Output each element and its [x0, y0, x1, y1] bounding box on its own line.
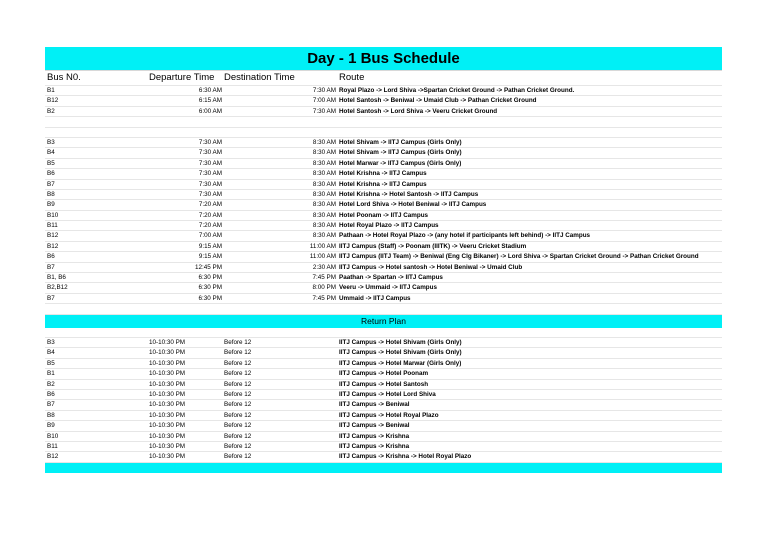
- table-row: [45, 348, 722, 358]
- bus-cell: B9: [47, 422, 55, 430]
- departure-cell: 10-10:30 PM: [149, 390, 186, 398]
- departure-cell: 7:30 AM: [198, 159, 222, 167]
- destination-cell: 8:30 AM: [312, 149, 336, 157]
- table-row: [45, 148, 722, 158]
- route-cell: IITJ Campus -> Hotel Lord Shiva: [339, 390, 436, 398]
- bus-cell: B5: [47, 359, 55, 367]
- bus-cell: B7: [47, 263, 55, 271]
- departure-cell: 6:00 AM: [198, 107, 222, 115]
- bus-cell: B6: [47, 253, 55, 261]
- bus-cell: B12: [47, 242, 59, 250]
- route-cell: IITJ Campus -> Hotel Marwar (Girls Only): [339, 359, 462, 367]
- route-cell: IITJ Campus -> Beniwal: [339, 422, 410, 430]
- table-row: [45, 338, 722, 348]
- destination-cell: 8:00 PM: [312, 284, 336, 292]
- table-row: [45, 432, 722, 442]
- departure-cell: 7:20 AM: [198, 222, 222, 230]
- table-row: [45, 180, 722, 190]
- table-row: [45, 190, 722, 200]
- table-row: [45, 169, 722, 179]
- route-cell: IITJ Campus -> Krishna: [339, 432, 410, 440]
- bus-cell: B10: [47, 432, 59, 440]
- table-row: [45, 411, 722, 421]
- bus-cell: B4: [47, 149, 55, 157]
- route-cell: IITJ Campus -> Hotel Shivam (Girls Only): [339, 349, 462, 357]
- departure-cell: 6:15 AM: [198, 97, 222, 105]
- destination-cell: 8:30 AM: [312, 222, 336, 230]
- header-bus: Bus N0.: [47, 72, 81, 83]
- table-row: [45, 231, 722, 241]
- destination-cell: Before 12: [224, 401, 252, 409]
- bus-cell: B12: [47, 97, 59, 105]
- table-row: [45, 442, 722, 452]
- route-cell: IITJ Campus -> Beniwal: [339, 401, 410, 409]
- route-cell: IITJ Campus -> Krishna: [339, 442, 410, 450]
- bus-cell: B12: [47, 232, 59, 240]
- departure-cell: 7:30 AM: [198, 180, 222, 188]
- table-row: [45, 242, 722, 252]
- destination-cell: 8:30 AM: [312, 170, 336, 178]
- bottom-bar: [45, 463, 722, 473]
- table-row: [45, 273, 722, 283]
- destination-cell: 7:00 AM: [312, 97, 336, 105]
- bus-cell: B7: [47, 294, 55, 302]
- table-row: [45, 283, 722, 293]
- route-cell: Pathaan -> Hotel Royal Plazo -> (any hotel if participants left behind) -> IITJ Campus: [339, 232, 591, 240]
- header-row: [45, 71, 722, 86]
- table-row: [45, 390, 722, 400]
- destination-cell: 7:45 PM: [312, 294, 336, 302]
- destination-cell: 8:30 AM: [312, 190, 336, 198]
- table-row: [45, 252, 722, 262]
- destination-cell: Before 12: [224, 442, 252, 450]
- route-cell: Ummaid -> IITJ Campus: [339, 294, 411, 302]
- departure-cell: 6:30 PM: [198, 284, 222, 292]
- return-plan-title: Return Plan: [45, 315, 722, 328]
- table-row: [45, 421, 722, 431]
- bus-cell: B1, B6: [47, 274, 66, 282]
- spacer-row: [45, 304, 722, 314]
- bus-cell: B2: [47, 107, 55, 115]
- departure-cell: 7:20 AM: [198, 201, 222, 209]
- departure-cell: 9:15 AM: [198, 242, 222, 250]
- table-row: [45, 294, 722, 304]
- route-cell: Hotel Shivam -> IITJ Campus (Girls Only): [339, 149, 462, 157]
- route-cell: Hotel Royal Plazo -> IITJ Campus: [339, 222, 439, 230]
- departure-cell: 10-10:30 PM: [149, 349, 186, 357]
- destination-cell: Before 12: [224, 380, 252, 388]
- route-cell: IITJ Campus -> Krishna -> Hotel Royal Plazo: [339, 453, 472, 461]
- route-cell: IITJ Campus (IITJ Team) -> Beniwal (Eng Clg Bikaner) -> Lord Shiva -> Spartan Cricket Ground -> Pathan Cricket Ground: [339, 253, 699, 261]
- departure-cell: 10-10:30 PM: [149, 422, 186, 430]
- destination-cell: Before 12: [224, 411, 252, 419]
- table-row: [45, 200, 722, 210]
- destination-cell: 11:00 AM: [309, 253, 336, 261]
- route-cell: IITJ Campus -> Hotel Shivam (Girls Only): [339, 338, 462, 346]
- table-row: [45, 380, 722, 390]
- route-cell: Hotel Shivam -> IITJ Campus (Girls Only): [339, 138, 462, 146]
- table-row: [45, 400, 722, 410]
- return-group: [45, 338, 722, 463]
- destination-cell: 8:30 AM: [312, 201, 336, 209]
- header-route: Route: [339, 72, 365, 83]
- departure-cell: 10-10:30 PM: [149, 370, 186, 378]
- bus-cell: B2: [47, 380, 55, 388]
- destination-cell: 8:30 AM: [312, 138, 336, 146]
- bus-cell: B6: [47, 390, 55, 398]
- spacer-row: [45, 117, 722, 127]
- departure-cell: 10-10:30 PM: [149, 401, 186, 409]
- destination-cell: Before 12: [224, 359, 252, 367]
- destination-cell: 8:30 AM: [312, 180, 336, 188]
- schedule-title: Day - 1 Bus Schedule: [45, 47, 722, 71]
- route-cell: Hotel Krishna -> IITJ Campus: [339, 180, 427, 188]
- route-cell: IITJ Campus -> Hotel Poonam: [339, 370, 429, 378]
- departure-cell: 9:15 AM: [198, 253, 222, 261]
- route-cell: IITJ Campus (Staff) -> Poonam (IIITK) -> Veeru Cricket Stadium: [339, 242, 527, 250]
- destination-cell: Before 12: [224, 432, 252, 440]
- route-cell: Hotel Krishna -> IITJ Campus: [339, 170, 427, 178]
- route-cell: Hotel Santosh -> Lord Shiva -> Veeru Cricket Ground: [339, 107, 498, 115]
- destination-cell: 7:30 AM: [312, 107, 336, 115]
- bus-cell: B12: [47, 453, 59, 461]
- route-cell: Royal Plazo -> Lord Shiva ->Spartan Cricket Ground -> Pathan Cricket Ground.: [339, 87, 575, 94]
- bus-cell: B4: [47, 349, 55, 357]
- departure-cell: 10-10:30 PM: [149, 338, 186, 346]
- destination-cell: Before 12: [224, 370, 252, 378]
- destination-cell: 2:30 AM: [312, 263, 336, 271]
- header-destination: Destination Time: [224, 72, 295, 83]
- route-cell: Hotel Poonam -> IITJ Campus: [339, 211, 429, 219]
- destination-cell: Before 12: [224, 338, 252, 346]
- table-row: [45, 263, 722, 273]
- departure-cell: 7:30 AM: [198, 138, 222, 146]
- destination-cell: Before 12: [224, 349, 252, 357]
- departure-cell: 10-10:30 PM: [149, 380, 186, 388]
- destination-cell: 8:30 AM: [312, 159, 336, 167]
- departure-cell: 10-10:30 PM: [149, 359, 186, 367]
- departure-cell: 6:30 PM: [198, 294, 222, 302]
- route-cell: Paathan -> Spartan -> IITJ Campus: [339, 274, 443, 282]
- departure-cell: 7:30 AM: [198, 149, 222, 157]
- bus-cell: B11: [47, 442, 58, 450]
- table-row: [45, 159, 722, 169]
- table-row: [45, 138, 722, 148]
- departure-cell: 10-10:30 PM: [149, 453, 186, 461]
- destination-cell: Before 12: [224, 422, 252, 430]
- route-cell: IITJ Campus -> Hotel Santosh: [339, 380, 429, 388]
- route-cell: Veeru -> Ummaid -> IITJ Campus: [339, 284, 437, 292]
- table-row: [45, 211, 722, 221]
- destination-cell: 8:30 AM: [312, 232, 336, 240]
- bus-cell: B3: [47, 138, 55, 146]
- bus-cell: B1: [47, 87, 55, 94]
- departure-cell: 7:00 AM: [198, 232, 222, 240]
- table-row: [45, 107, 722, 117]
- destination-cell: Before 12: [224, 453, 252, 461]
- route-cell: IITJ Campus -> Hotel santosh -> Hotel Beniwal -> Umaid Club: [339, 263, 523, 271]
- morning-group-2: [45, 138, 722, 304]
- route-cell: Hotel Lord Shiva -> Hotel Beniwal -> IITJ Campus: [339, 201, 487, 209]
- bus-cell: B10: [47, 211, 59, 219]
- destination-cell: 7:45 PM: [312, 274, 336, 282]
- destination-cell: 11:00 AM: [309, 242, 336, 250]
- departure-cell: 6:30 AM: [198, 87, 222, 94]
- departure-cell: 7:30 AM: [198, 190, 222, 198]
- bus-cell: B7: [47, 401, 55, 409]
- departure-cell: 10-10:30 PM: [149, 442, 186, 450]
- departure-cell: 7:30 AM: [198, 170, 222, 178]
- route-cell: IITJ Campus -> Hotel Royal Plazo: [339, 411, 439, 419]
- table-row: [45, 86, 722, 96]
- destination-cell: 8:30 AM: [312, 211, 336, 219]
- departure-cell: 10-10:30 PM: [149, 432, 186, 440]
- spacer-row: [45, 128, 722, 138]
- table-row: [45, 452, 722, 462]
- table-row: [45, 221, 722, 231]
- bus-cell: B2,B12: [47, 284, 68, 292]
- bus-cell: B8: [47, 411, 55, 419]
- bus-cell: B3: [47, 338, 55, 346]
- bus-cell: B9: [47, 201, 55, 209]
- departure-cell: 12:45 PM: [195, 263, 222, 271]
- bus-cell: B11: [47, 222, 58, 230]
- morning-group-1: [45, 86, 722, 117]
- bus-cell: B6: [47, 170, 55, 178]
- table-row: [45, 96, 722, 106]
- bus-schedule-sheet: [45, 47, 722, 473]
- route-cell: Hotel Marwar -> IITJ Campus (Girls Only): [339, 159, 462, 167]
- spacer-row: [45, 328, 722, 338]
- table-row: [45, 369, 722, 379]
- destination-cell: Before 12: [224, 390, 252, 398]
- departure-cell: 6:30 PM: [198, 274, 222, 282]
- bus-cell: B1: [47, 370, 55, 378]
- destination-cell: 7:30 AM: [312, 87, 336, 94]
- route-cell: Hotel Krishna -> Hotel Santosh -> IITJ Campus: [339, 190, 479, 198]
- departure-cell: 10-10:30 PM: [149, 411, 186, 419]
- route-cell: Hotel Santosh -> Beniwal -> Umaid Club -> Pathan Cricket Ground: [339, 97, 537, 105]
- header-departure: Departure Time: [149, 72, 215, 83]
- bus-cell: B8: [47, 190, 55, 198]
- table-row: [45, 359, 722, 369]
- bus-cell: B7: [47, 180, 55, 188]
- bus-cell: B5: [47, 159, 55, 167]
- departure-cell: 7:20 AM: [198, 211, 222, 219]
